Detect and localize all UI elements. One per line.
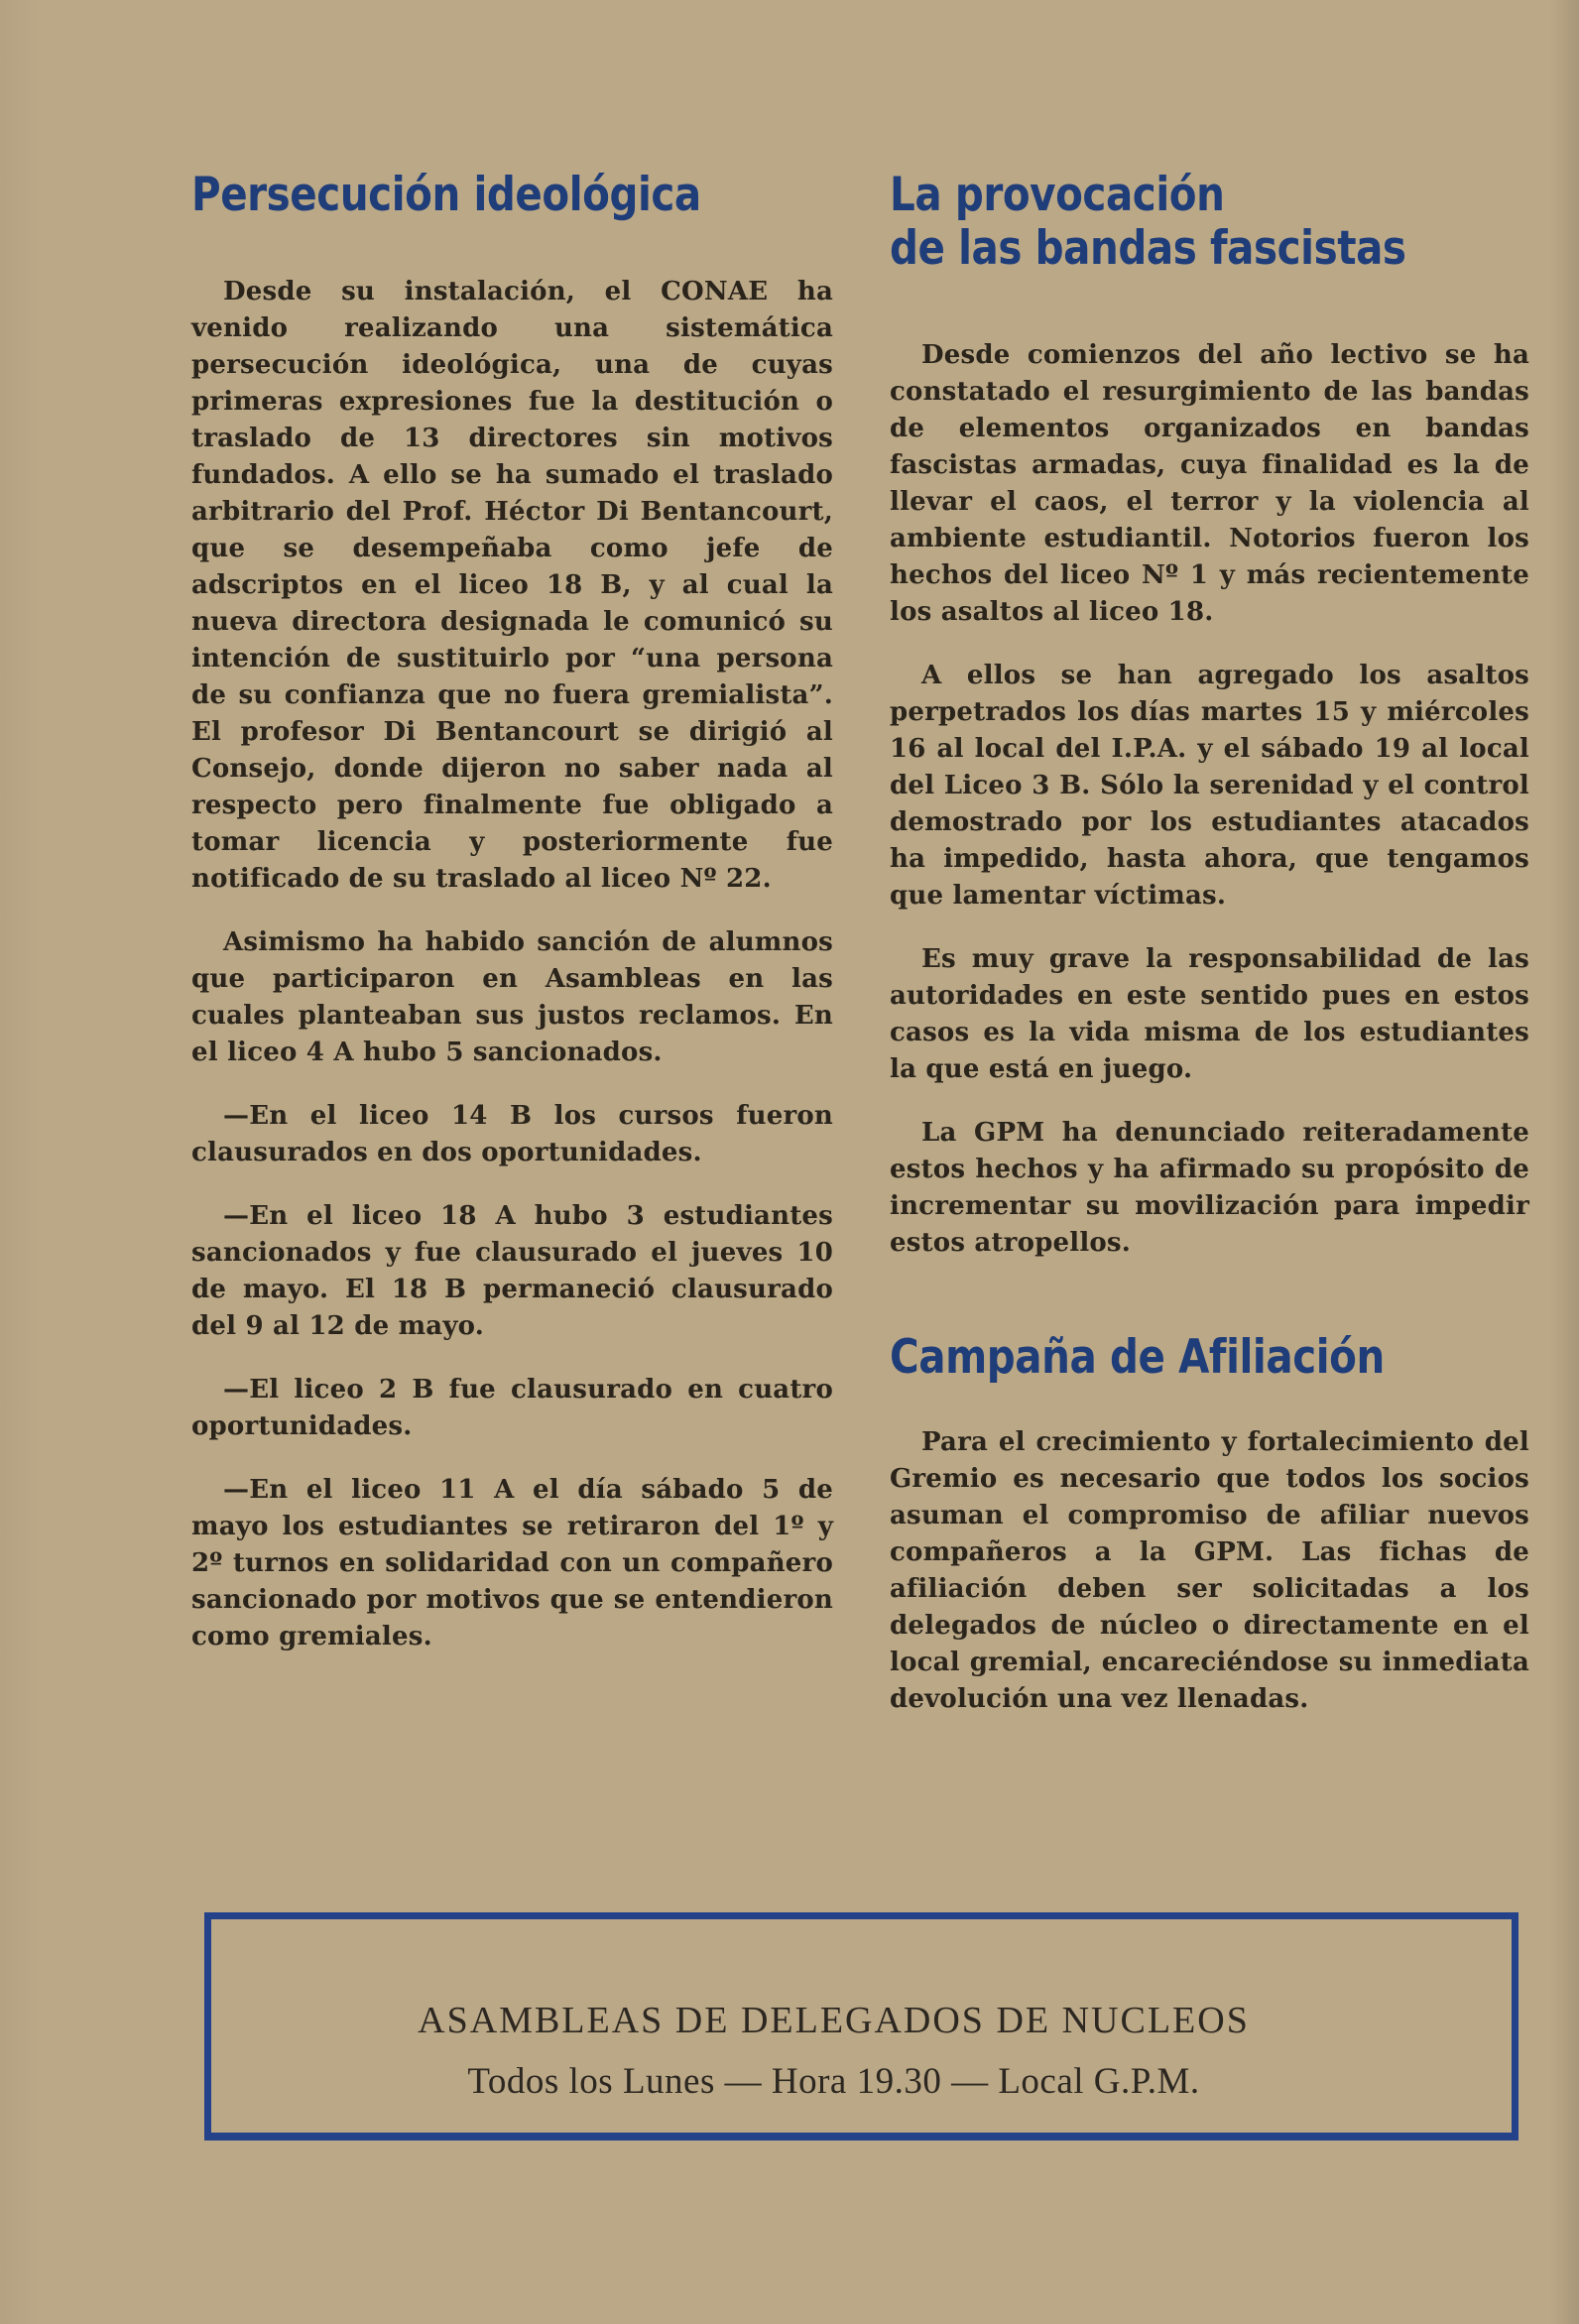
section-title-provocacion: La provocación xyxy=(890,168,1225,222)
paragraph-text: Desde comienzos del año lectivo se ha constatado el resurgimiento de las bandas de elementos organizados en bandas fascistas armadas, cuya finalidad es la de llevar el caos, el terror y la violencia al ambiente estudiantil. Notorios fueron los hechos del liceo Nº 1 y más recientemente los asaltos al liceo 18. xyxy=(890,340,1529,627)
paragraph-text: Para el crecimiento y fortalecimiento del Gremio es necesario que todos los socios asuman el compromiso de afiliar nuevos compañeros a la GPM. Las fichas de afiliación deben ser solicitadas a los delegados de núcleo o directamente en el local gremial, encareciéndose su inmediata devolución una vez llenadas. xyxy=(890,1427,1529,1714)
paragraph xyxy=(191,1198,833,1345)
paragraph xyxy=(191,924,833,1071)
paragraph xyxy=(890,1115,1529,1262)
notice-schedule: Todos los Lunes — Hora 19.30 — Local G.P.M. xyxy=(467,2061,1200,2102)
paragraph-text: Desde su instalación, el CONAE ha venido realizando una sistemática persecución ideológica, una de cuyas primeras expresiones fue la destitución o traslado de 13 directores sin motivos fundados. A ello se ha sumado el traslado arbitrario del Prof. Héctor Di Bentancourt, que se desempeñaba como jefe de adscriptos en el liceo 18 B, y al cual la nueva directora designada le comunicó su intención de sustituirlo por “una persona de su confianza que no fuera gremialista”. El profesor Di Bentancourt se dirigió al Consejo, donde dijeron no saber nada al respecto pero finalmente fue obligado a tomar licencia y posteriormente fue notificado de su traslado al liceo Nº 22. xyxy=(191,277,833,894)
paragraph-text: La GPM ha denunciado reiteradamente estos hechos y ha afirmado su propósito de incrementar su movilización para impedir estos atropellos. xyxy=(890,1118,1529,1258)
paragraph xyxy=(191,1372,833,1445)
paragraph-text: —En el liceo 18 A hubo 3 estudiantes sancionados y fue clausurado el jueves 10 de mayo. El 18 B permaneció clausurado del 9 al 12 de mayo. xyxy=(191,1201,833,1341)
paragraph-text: —En el liceo 14 B los cursos fueron clausurados en dos oportunidades. xyxy=(191,1101,833,1167)
paragraph-text: —El liceo 2 B fue clausurado en cuatro oportunidades. xyxy=(191,1375,833,1441)
paragraph xyxy=(191,1098,833,1171)
section-title-persecucion: Persecución ideológica xyxy=(191,168,701,222)
paragraph xyxy=(890,941,1529,1088)
notice-heading: ASAMBLEAS DE DELEGADOS DE NUCLEOS xyxy=(418,2000,1250,2041)
paragraph-text: Es muy grave la responsabilidad de las autoridades en este sentido pues en estos casos es la vida misma de los estudiantes la que está en juego. xyxy=(890,944,1529,1084)
section-title-campana: Campaña de Afiliación xyxy=(890,1330,1385,1385)
paragraph xyxy=(890,1424,1529,1718)
paragraph-text: A ellos se han agregado los asaltos perpetrados los días martes 15 y miércoles 16 al local del I.P.A. y el sábado 19 al local del Liceo 3 B. Sólo la serenidad y el control demostrado por los estudiantes atacados ha impedido, hasta ahora, que tengamos que lamentar víctimas. xyxy=(890,661,1529,911)
paragraph xyxy=(191,274,833,898)
section-title-provocacion-line2: de las bandas fascistas xyxy=(890,221,1406,276)
paragraph xyxy=(890,337,1529,631)
assembly-notice-box xyxy=(204,1912,1518,2141)
left-column xyxy=(191,169,833,1655)
right-column xyxy=(890,169,1529,1718)
paragraph-text: Asimismo ha habido sanción de alumnos que participaron en Asambleas en las cuales planteaban sus justos reclamos. En el liceo 4 A hubo 5 sancionados. xyxy=(191,927,833,1067)
paragraph xyxy=(890,658,1529,915)
paragraph xyxy=(191,1472,833,1655)
paragraph-text: —En el liceo 11 A el día sábado 5 de mayo los estudiantes se retiraron del 1º y 2º turnos en solidaridad con un compañero sancionado por motivos que se entendieron como gremiales. xyxy=(191,1475,833,1651)
